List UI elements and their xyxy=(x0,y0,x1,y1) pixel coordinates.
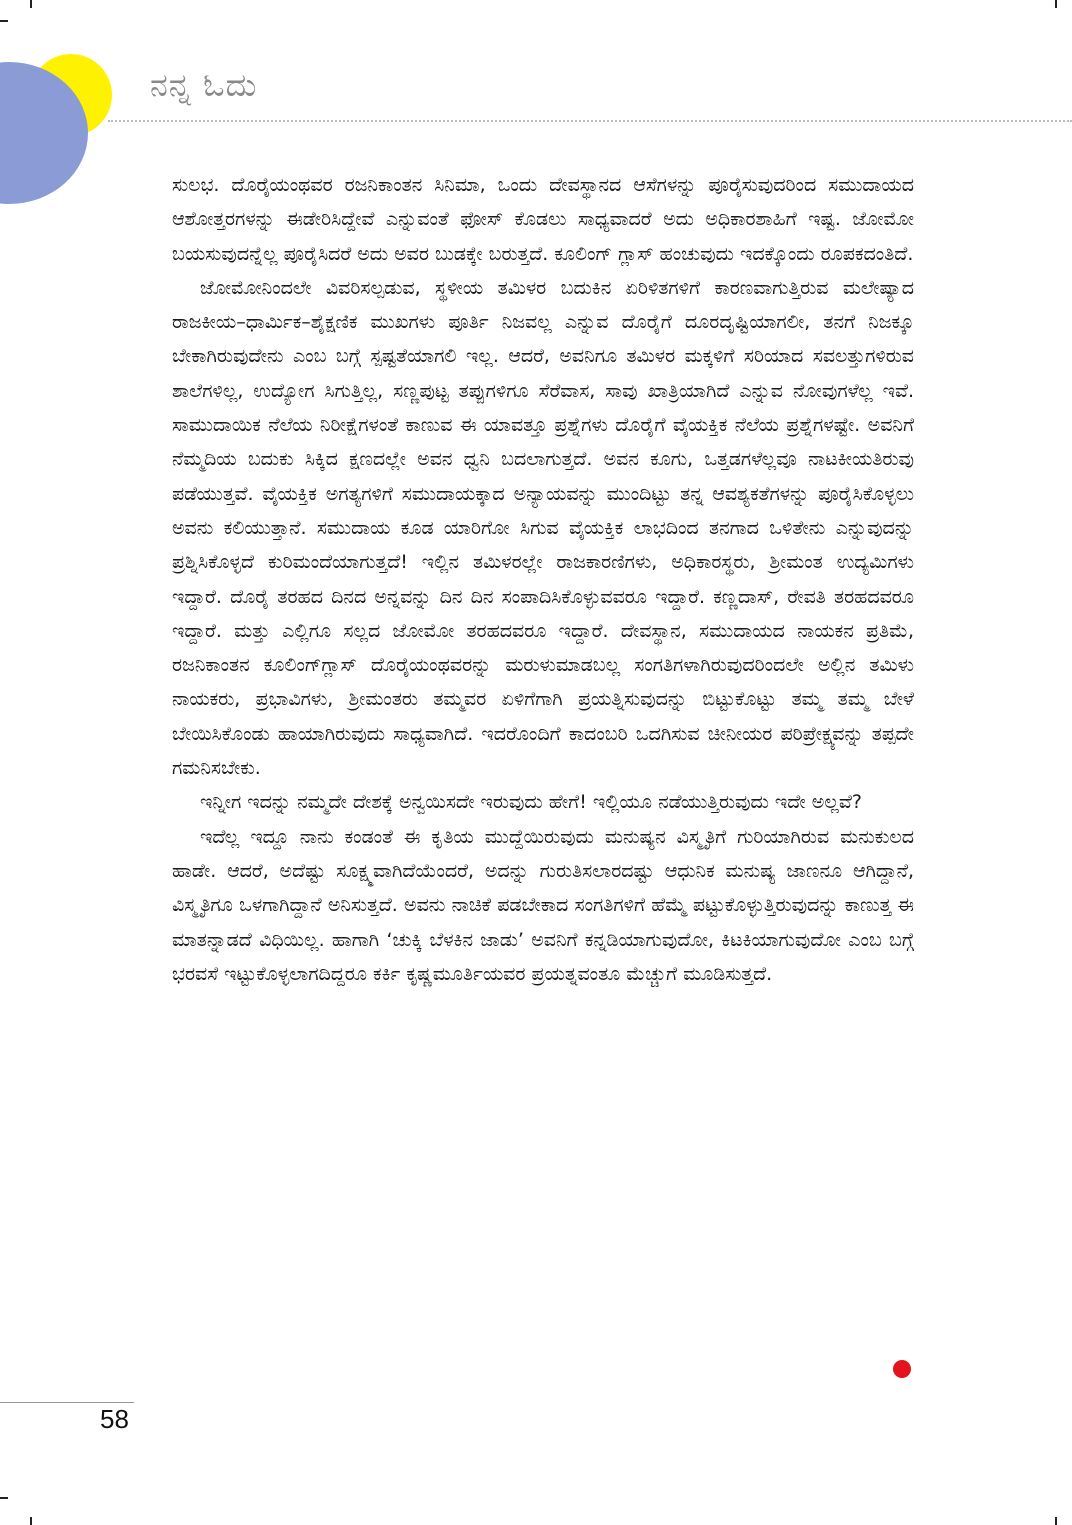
section-title: ನನ್ನ ಓದು xyxy=(150,66,258,104)
page-number: 58 xyxy=(100,1404,129,1434)
paragraph-4: ಇದೆಲ್ಲ ಇದ್ದೂ ನಾನು ಕಂಡಂತೆ ಈ ಕೃತಿಯ ಮುದ್ದೆಯಿರುವುದು ಮನುಷ್ಯನ ವಿಸ್ಮೃತಿಗೆ ಗುರಿಯಾಗಿರುವ ಮನುಕುಲದ ಹಾಡೇ. ಆದರೆ, ಅದೆಷ್ಟು ಸೂಕ್ಷ್ಮವಾಗಿದೆಯೆಂದರೆ, ಅದನ್ನು ಗುರುತಿಸಲಾರದಷ್ಟು ಆಧುನಿಕ ಮನುಷ್ಯ ಜಾಣನೂ ಆಗಿದ್ದಾನೆ, ವಿಸ್ಮೃತಿಗೂ ಒಳಗಾಗಿದ್ದಾನೆ ಅನಿಸುತ್ತದೆ. ಅವನು ನಾಚಿಕೆ ಪಡಬೇಕಾದ ಸಂಗತಿಗಳಿಗೆ ಹೆಮ್ಮೆ ಪಟ್ಟುಕೊಳ್ಳುತ್ತಿರುವುದನ್ನು ಕಾಣುತ್ತ ಈ ಮಾತನ್ನಾಡದೆ ವಿಧಿಯಿಲ್ಲ. ಹಾಗಾಗಿ ‘ಚುಕ್ಕಿ ಬೆಳಕಿನ ಜಾಡು’ ಅವನಿಗೆ ಕನ್ನಡಿಯಾಗುವುದೋ, ಕಿಟಕಿಯಾಗುವುದೋ ಎಂಬ ಬಗ್ಗೆ ಭರವಸೆ ಇಟ್ಟುಕೊಳ್ಳಲಾಗದಿದ್ದರೂ ಕರ್ಕಿ ಕೃಷ್ಣಮೂರ್ತಿಯವರ ಪ್ರಯತ್ನವಂತೂ ಮೆಚ್ಚುಗೆ ಮೂಡಿಸುತ್ತದೆ. xyxy=(172,825,914,985)
end-of-article-marker xyxy=(893,1360,911,1378)
crop-mark-top-left xyxy=(30,0,32,8)
crop-mark-left-upper xyxy=(0,20,8,22)
header-decoration xyxy=(0,40,140,220)
crop-mark-left-lower xyxy=(0,1497,8,1499)
article-body xyxy=(172,168,914,991)
crop-mark-top-right xyxy=(1055,0,1057,8)
crop-mark-bottom-left xyxy=(30,1517,32,1525)
paragraph-1: ಸುಲಭ. ದೊರೈಯಂಥವರ ರಜನಿಕಾಂತನ ಸಿನಿಮಾ, ಒಂದು ದೇವಸ್ಥಾನದ ಆಸೆಗಳನ್ನು ಪೂರೈಸುವುದರಿಂದ ಸಮುದಾಯದ ಆಶೋತ್ತರಗಳನ್ನು ಈಡೇರಿಸಿದ್ದೇವೆ ಎನ್ನುವಂತೆ ಫೋಸ್ ಕೊಡಲು ಸಾಧ್ಯವಾದರೆ ಅದು ಅಧಿಕಾರಶಾಹಿಗೆ ಇಷ್ಟ. ಜೋಮೋ ಬಯಸುವುದನ್ನೆಲ್ಲ ಪೂರೈಸಿದರೆ ಅದು ಅವರ ಬುಡಕ್ಕೇ ಬರುತ್ತದೆ. ಕೂಲಿಂಗ್ ಗ್ಲಾಸ್ ಹಂಚುವುದು ಇದಕ್ಕೊಂದು ರೂಪಕದಂತಿದೆ. xyxy=(172,174,914,265)
header-dotted-divider xyxy=(108,120,1072,122)
footer-divider xyxy=(0,1402,134,1403)
crop-mark-bottom-right xyxy=(1055,1517,1057,1525)
paragraph-2: ಜೋಮೋನಿಂದಲೇ ವಿವರಿಸಲ್ಪಡುವ, ಸ್ಥಳೀಯ ತಮಿಳರ ಬದುಕಿನ ಏರಿಳಿತಗಳಿಗೆ ಕಾರಣವಾಗುತ್ತಿರುವ ಮಲೇಷ್ಯಾದ ರಾಜಕೀಯ–ಧಾರ್ಮಿಕ–ಶೈಕ್ಷಣಿಕ ಮುಖಗಳು ಪೂರ್ತಿ ನಿಜವಲ್ಲ ಎನ್ನುವ ದೊರೈಗೆ ದೂರದೃಷ್ಟಿಯಾಗಲೀ, ತನಗೆ ನಿಜಕ್ಕೂ ಬೇಕಾಗಿರುವುದೇನು ಎಂಬ ಬಗ್ಗೆ ಸ್ಪಷ್ಟತೆಯಾಗಲಿ ಇಲ್ಲ. ಆದರೆ, ಅವನಿಗೂ ತಮಿಳರ ಮಕ್ಕಳಿಗೆ ಸರಿಯಾದ ಸವಲತ್ತುಗಳಿರುವ ಶಾಲೆಗಳಿಲ್ಲ, ಉದ್ಯೋಗ ಸಿಗುತ್ತಿಲ್ಲ, ಸಣ್ಣಪುಟ್ಟ ತಪ್ಪುಗಳಿಗೂ ಸೆರೆವಾಸ, ಸಾವು ಖಾತ್ರಿಯಾಗಿದೆ ಎನ್ನುವ ನೋವುಗಳೆಲ್ಲ ಇವೆ. ಸಾಮುದಾಯಿಕ ನೆಲೆಯ ನಿರೀಕ್ಷೆಗಳಂತೆ ಕಾಣುವ ಈ ಯಾವತ್ತೂ ಪ್ರಶ್ನೆಗಳು ದೊರೈಗೆ ವೈಯಕ್ತಿಕ ನೆಲೆಯ ಪ್ರಶ್ನೆಗಳಷ್ಟೇ. ಅವನಿಗೆ ನೆಮ್ಮದಿಯ ಬದುಕು ಸಿಕ್ಕಿದ ಕ್ಷಣದಲ್ಲೇ ಅವನ ಧ್ವನಿ ಬದಲಾಗುತ್ತದೆ. ಅವನ ಕೂಗು, ಒತ್ತಡಗಳೆಲ್ಲವೂ ನಾಟಕೀಯತಿರುವು ಪಡೆಯುತ್ತವೆ. ವೈಯಕ್ತಿಕ ಅಗತ್ಯಗಳಿಗೆ ಸಮುದಾಯಕ್ಕಾದ ಅನ್ಯಾಯವನ್ನು ಮುಂದಿಟ್ಟು ತನ್ನ ಆವಶ್ಯಕತೆಗಳನ್ನು ಪೂರೈಸಿಕೊಳ್ಳಲು ಅವನು ಕಲಿಯುತ್ತಾನೆ. ಸಮುದಾಯ ಕೂಡ ಯಾರಿಗೋ ಸಿಗುವ ವೈಯಕ್ತಿಕ ಲಾಭದಿಂದ ತನಗಾದ ಒಳಿತೇನು ಎನ್ನುವುದನ್ನು ಪ್ರಶ್ನಿಸಿಕೊಳ್ಳದೆ ಕುರಿಮಂದೆಯಾಗುತ್ತದೆ! ಇಲ್ಲಿನ ತಮಿಳರಲ್ಲೇ ರಾಜಕಾರಣಿಗಳು, ಅಧಿಕಾರಸ್ಥರು, ಶ್ರೀಮಂತ ಉದ್ಯಮಿಗಳು ಇದ್ದಾರೆ. ದೊರೈ ತರಹದ ದಿನದ ಅನ್ನವನ್ನು ದಿನ ದಿನ ಸಂಪಾದಿಸಿಕೊಳ್ಳುವವರೂ ಇದ್ದಾರೆ. ಕಣ್ಣದಾಸ್, ರೇವತಿ ತರಹದವರೂ ಇದ್ದಾರೆ. ಮತ್ತು ಎಲ್ಲಿಗೂ ಸಲ್ಲದ ಜೋಮೋ ತರಹದವರೂ ಇದ್ದಾರೆ. ದೇವಸ್ಥಾನ, ಸಮುದಾಯದ ನಾಯಕನ ಪ್ರತಿಮೆ, ರಜನಿಕಾಂತನ ಕೂಲಿಂಗ್‌ಗ್ಲಾಸ್ ದೊರೈಯಂಥವರನ್ನು ಮರುಳುಮಾಡಬಲ್ಲ ಸಂಗತಿಗಳಾಗಿರುವುದರಿಂದಲೇ ಅಲ್ಲಿನ ತಮಿಳು ನಾಯಕರು, ಪ್ರಭಾವಿಗಳು, ಶ್ರೀಮಂತರು ತಮ್ಮವರ ಏಳಿಗೆಗಾಗಿ ಪ್ರಯತ್ನಿಸುವುದನ್ನು ಬಿಟ್ಟುಕೊಟ್ಟು ತಮ್ಮ ತಮ್ಮ ಬೇಳೆ ಬೇಯಿಸಿಕೊಂಡು ಹಾಯಾಗಿರುವುದು ಸಾಧ್ಯವಾಗಿದೆ. ಇದರೊಂದಿಗೆ ಕಾದಂಬರಿ ಒದಗಿಸುವ ಚೀನೀಯರ ಪರಿಪ್ರೇಕ್ಷ್ಯವನ್ನು ತಪ್ಪದೇ ಗಮನಿಸಬೇಕು. xyxy=(172,276,914,780)
paragraph-3: ಇನ್ನೀಗ ಇದನ್ನು ನಮ್ಮದೇ ದೇಶಕ್ಕೆ ಅನ್ವಯಿಸದೇ ಇರುವುದು ಹೇಗೆ! ಇಲ್ಲಿಯೂ ನಡೆಯುತ್ತಿರುವುದು ಇದೇ ಅಲ್ಲವೆ? xyxy=(200,791,862,814)
